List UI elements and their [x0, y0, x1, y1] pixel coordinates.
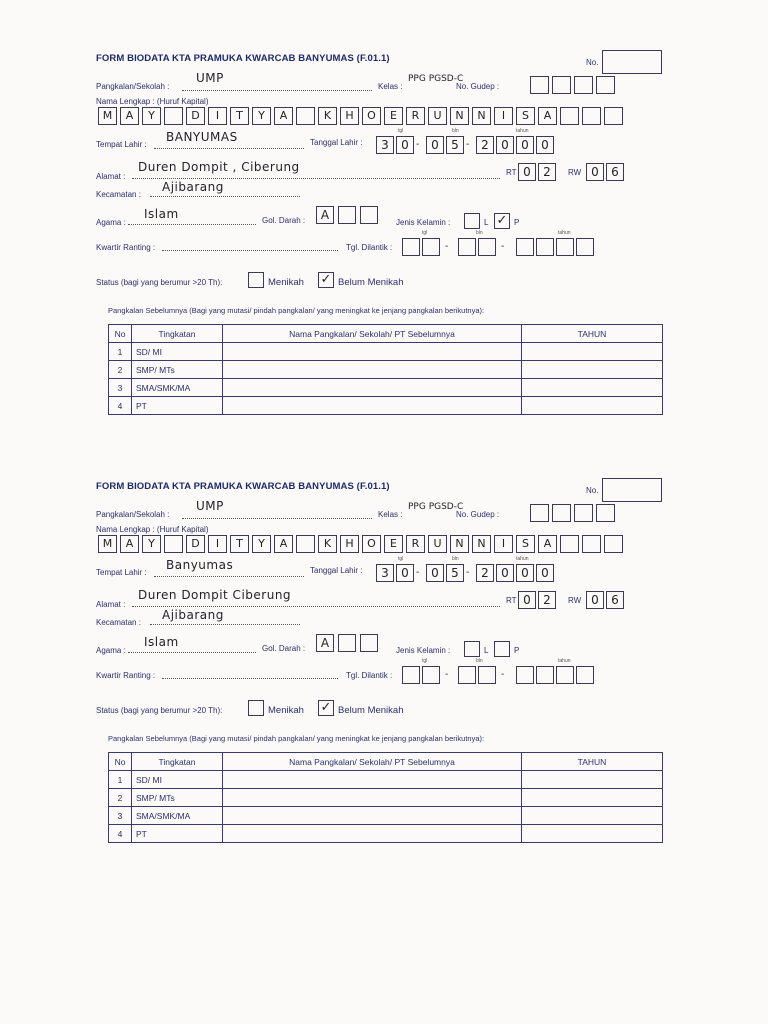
row-year-cell[interactable] [522, 343, 663, 361]
school-value[interactable]: UMP [196, 71, 224, 85]
row-year-cell[interactable] [522, 789, 663, 807]
name-letter-box[interactable]: R [406, 107, 425, 125]
name-letter-box[interactable]: I [208, 535, 227, 553]
inauguration-date-digit-box[interactable] [556, 666, 574, 684]
table-row [109, 361, 663, 379]
birthdate-label: Tanggal Lahir : [310, 566, 363, 575]
row-level: SMA/SMK/MA [132, 807, 223, 825]
name-letter-box[interactable]: N [472, 535, 491, 553]
row-year-cell[interactable] [522, 807, 663, 825]
inauguration-date-digit-box[interactable] [458, 666, 476, 684]
inauguration-date-digit-box[interactable] [536, 238, 554, 256]
month-caption: bln [452, 128, 459, 134]
address-value[interactable]: Duren Dompit Ciberung [138, 588, 292, 602]
inauguration-date-digit-box[interactable] [478, 238, 496, 256]
name-letter-box[interactable]: A [274, 535, 293, 553]
col-header-level: Tingkatan [132, 325, 223, 343]
row-year-cell[interactable] [522, 825, 663, 843]
full-name-label: Nama Lengkap : (Huruf Kapital) [96, 525, 209, 534]
school-label: Pangkalan/Sekolah : [96, 510, 170, 519]
name-letter-box[interactable]: E [384, 535, 403, 553]
birth-date-digit-box[interactable]: 3 [376, 564, 394, 582]
inauguration-date-label: Tgl. Dilantik : [346, 671, 393, 680]
row-school-name-cell[interactable] [223, 771, 522, 789]
name-letter-box[interactable]: K [318, 107, 337, 125]
rw-digit-box[interactable]: 0 [586, 591, 604, 609]
day-caption: tgl [398, 128, 404, 134]
birth-date-digit-box[interactable]: 3 [376, 136, 394, 154]
gender-male-label: L [484, 646, 489, 655]
col-header-year: TAHUN [522, 753, 663, 771]
birth-date-digit-box[interactable]: 2 [476, 136, 494, 154]
month-caption: bln [476, 658, 483, 664]
marital-status-label: Status (bagi yang berumur >20 Th): [96, 706, 223, 715]
date-separator: - [416, 567, 420, 578]
name-letter-box[interactable]: S [516, 107, 535, 125]
name-letter-box[interactable]: Y [142, 535, 161, 553]
col-header-school: Nama Pangkalan/ Sekolah/ PT Sebelumnya [223, 753, 522, 771]
row-year-cell[interactable] [522, 397, 663, 415]
table-row [109, 825, 663, 843]
birth-date-digit-box[interactable]: 0 [516, 136, 534, 154]
table-row [109, 379, 663, 397]
row-level: SMP/ MTs [132, 361, 223, 379]
gudep-box[interactable] [552, 504, 571, 522]
row-number: 2 [109, 789, 132, 807]
name-letter-box[interactable]: A [538, 107, 557, 125]
day-caption: tgl [422, 230, 428, 236]
previous-school-table [108, 324, 663, 415]
name-letter-box[interactable]: D [186, 535, 205, 553]
address-label: Alamat : [96, 600, 126, 609]
inauguration-date-digit-box[interactable] [576, 238, 594, 256]
gender-female-label: P [514, 646, 520, 655]
birthplace-value[interactable]: BANYUMAS [166, 130, 238, 144]
rt-label: RT [506, 168, 517, 177]
gender-label: Jenis Kelamin : [396, 218, 451, 227]
name-letter-box[interactable] [164, 535, 183, 553]
biodata-form [96, 478, 666, 878]
name-letter-box[interactable]: H [340, 535, 359, 553]
table-header-row [109, 325, 663, 343]
birth-date-digit-box[interactable]: 0 [396, 136, 414, 154]
row-school-name-cell[interactable] [223, 807, 522, 825]
unmarried-label: Belum Menikah [338, 705, 404, 716]
name-letter-box[interactable]: T [230, 107, 249, 125]
table-row [109, 789, 663, 807]
row-number: 3 [109, 379, 132, 397]
blood-type-box[interactable]: A [316, 634, 334, 652]
name-letter-box[interactable]: U [428, 535, 447, 553]
gender-label: Jenis Kelamin : [396, 646, 451, 655]
name-letter-box[interactable]: O [362, 107, 381, 125]
rt-digit-box[interactable]: 2 [538, 591, 556, 609]
form-number-box[interactable] [602, 478, 662, 502]
name-letter-box[interactable]: E [384, 107, 403, 125]
inauguration-date-digit-box[interactable] [422, 666, 440, 684]
birth-date-digit-box[interactable]: 0 [396, 564, 414, 582]
name-letter-box[interactable]: A [538, 535, 557, 553]
date-separator: - [466, 567, 470, 578]
day-caption: tgl [398, 556, 404, 562]
number-label: No. [586, 58, 599, 67]
month-caption: bln [476, 230, 483, 236]
gender-female-checkbox[interactable] [494, 641, 510, 657]
blood-type-label: Gol. Darah : [262, 644, 306, 653]
blood-type-label: Gol. Darah : [262, 216, 306, 225]
name-letter-box[interactable]: I [494, 107, 513, 125]
gender-male-label: L [484, 218, 489, 227]
birthplace-label: Tempat Lahir : [96, 140, 147, 149]
col-header-level: Tingkatan [132, 753, 223, 771]
inauguration-date-digit-box[interactable] [556, 238, 574, 256]
birthplace-value[interactable]: Banyumas [166, 558, 234, 572]
row-level: PT [132, 825, 223, 843]
name-letter-box[interactable] [560, 535, 579, 553]
birth-date-digit-box[interactable]: 0 [496, 564, 514, 582]
class-label: Kelas : [378, 510, 403, 519]
district-label: Kecamatan : [96, 618, 141, 627]
row-school-name-cell[interactable] [223, 397, 522, 415]
rt-digit-box[interactable]: 0 [518, 591, 536, 609]
name-letter-box[interactable]: T [230, 535, 249, 553]
row-number: 4 [109, 397, 132, 415]
previous-school-caption: Pangkalan Sebelumnya (Bagi yang mutasi/ pindah pangkalan/ yang meningkat ke jenjang pangkalan berikutnya): [108, 306, 485, 315]
inauguration-date-digit-box[interactable] [402, 238, 420, 256]
name-letter-box[interactable]: S [516, 535, 535, 553]
religion-label: Agama : [96, 646, 126, 655]
row-school-name-cell[interactable] [223, 343, 522, 361]
row-number: 3 [109, 807, 132, 825]
table-row [109, 397, 663, 415]
biodata-form [96, 50, 666, 450]
row-school-name-cell[interactable] [223, 825, 522, 843]
previous-school-caption: Pangkalan Sebelumnya (Bagi yang mutasi/ pindah pangkalan/ yang meningkat ke jenjang pangkalan berikutnya): [108, 734, 485, 743]
year-caption: tahun [558, 658, 571, 664]
married-label: Menikah [268, 277, 304, 288]
district-label: Kecamatan : [96, 190, 141, 199]
number-label: No. [586, 486, 599, 495]
name-letter-box[interactable]: U [428, 107, 447, 125]
married-checkbox[interactable] [248, 272, 264, 288]
col-header-no: No [109, 753, 132, 771]
rw-digit-box[interactable]: 0 [586, 163, 604, 181]
gudep-box[interactable] [574, 504, 593, 522]
blood-type-box[interactable]: A [316, 206, 334, 224]
form-title: FORM BIODATA KTA PRAMUKA KWARCAB BANYUMAS (F.01.1) [96, 481, 390, 492]
rw-digit-box[interactable]: 6 [606, 591, 624, 609]
table-row [109, 771, 663, 789]
class-label: Kelas : [378, 82, 403, 91]
address-label: Alamat : [96, 172, 126, 181]
gudep-box[interactable] [552, 76, 571, 94]
rt-label: RT [506, 596, 517, 605]
row-school-name-cell[interactable] [223, 361, 522, 379]
religion-label: Agama : [96, 218, 126, 227]
row-level: SD/ MI [132, 343, 223, 361]
blood-type-box[interactable] [360, 206, 378, 224]
name-letter-box[interactable] [296, 107, 315, 125]
birth-date-digit-box[interactable]: 0 [496, 136, 514, 154]
row-level: SD/ MI [132, 771, 223, 789]
birth-date-digit-box[interactable]: 0 [426, 136, 444, 154]
col-header-year: TAHUN [522, 325, 663, 343]
gender-male-checkbox[interactable] [464, 213, 480, 229]
district-value[interactable]: Ajibarang [162, 180, 224, 194]
name-letter-box[interactable]: K [318, 535, 337, 553]
name-letter-box[interactable]: N [450, 535, 469, 553]
day-caption: tgl [422, 658, 428, 664]
name-letter-box[interactable]: R [406, 535, 425, 553]
date-separator: - [445, 669, 449, 680]
table-row [109, 807, 663, 825]
name-letter-box[interactable] [604, 535, 623, 553]
birth-date-digit-box[interactable]: 5 [446, 564, 464, 582]
table-header-row [109, 753, 663, 771]
birth-date-digit-box[interactable]: 0 [536, 136, 554, 154]
year-caption: tahun [516, 128, 529, 134]
inauguration-date-digit-box[interactable] [516, 666, 534, 684]
col-header-school: Nama Pangkalan/ Sekolah/ PT Sebelumnya [223, 325, 522, 343]
row-number: 1 [109, 771, 132, 789]
name-letter-box[interactable]: Y [252, 107, 271, 125]
month-caption: bln [452, 556, 459, 562]
name-letter-box[interactable]: Y [252, 535, 271, 553]
birthplace-label: Tempat Lahir : [96, 568, 147, 577]
name-letter-box[interactable]: I [208, 107, 227, 125]
birth-date-digit-box[interactable]: 0 [426, 564, 444, 582]
row-number: 4 [109, 825, 132, 843]
rw-digit-box[interactable]: 6 [606, 163, 624, 181]
class-value[interactable]: PPG PGSD-C [408, 502, 464, 512]
birth-date-digit-box[interactable]: 0 [516, 564, 534, 582]
date-separator: - [466, 139, 470, 150]
rw-label: RW [568, 168, 582, 177]
name-letter-box[interactable]: O [362, 535, 381, 553]
inauguration-date-digit-box[interactable] [478, 666, 496, 684]
year-caption: tahun [516, 556, 529, 562]
year-caption: tahun [558, 230, 571, 236]
name-letter-box[interactable] [582, 107, 601, 125]
table-row [109, 343, 663, 361]
name-letter-box[interactable]: N [472, 107, 491, 125]
date-separator: - [501, 669, 505, 680]
gender-female-label: P [514, 218, 520, 227]
inauguration-date-digit-box[interactable] [516, 238, 534, 256]
date-separator: - [445, 241, 449, 252]
rw-label: RW [568, 596, 582, 605]
gudep-box[interactable] [596, 76, 615, 94]
school-label: Pangkalan/Sekolah : [96, 82, 170, 91]
row-school-name-cell[interactable] [223, 789, 522, 807]
row-number: 1 [109, 343, 132, 361]
gudep-box[interactable] [530, 76, 549, 94]
gender-male-checkbox[interactable] [464, 641, 480, 657]
row-year-cell[interactable] [522, 771, 663, 789]
name-letter-box[interactable]: H [340, 107, 359, 125]
previous-school-table [108, 752, 663, 843]
marital-status-label: Status (bagi yang berumur >20 Th): [96, 278, 223, 287]
rt-digit-box[interactable]: 2 [538, 163, 556, 181]
inauguration-date-digit-box[interactable] [576, 666, 594, 684]
name-letter-box[interactable]: A [120, 107, 139, 125]
row-level: SMA/SMK/MA [132, 379, 223, 397]
name-letter-box[interactable]: M [98, 535, 117, 553]
unmarried-checkbox[interactable]: ✓ [318, 700, 334, 716]
inauguration-date-digit-box[interactable] [402, 666, 420, 684]
full-name-boxes [98, 107, 638, 127]
row-school-name-cell[interactable] [223, 379, 522, 397]
branch-label: Kwartir Ranting : [96, 671, 156, 680]
name-letter-box[interactable]: D [186, 107, 205, 125]
name-letter-box[interactable]: Y [142, 107, 161, 125]
name-letter-box[interactable]: M [98, 107, 117, 125]
form-number-box[interactable] [602, 50, 662, 74]
class-value[interactable]: PPG PGSD-C [408, 74, 464, 84]
unmarried-label: Belum Menikah [338, 277, 404, 288]
row-number: 2 [109, 361, 132, 379]
address-value[interactable]: Duren Dompit , Ciberung [138, 160, 300, 174]
gudep-box[interactable] [574, 76, 593, 94]
name-letter-box[interactable] [296, 535, 315, 553]
col-header-no: No [109, 325, 132, 343]
unmarried-checkbox[interactable]: ✓ [318, 272, 334, 288]
name-letter-box[interactable] [582, 535, 601, 553]
school-value[interactable]: UMP [196, 499, 224, 513]
name-letter-box[interactable] [560, 107, 579, 125]
birth-date-digit-box[interactable]: 2 [476, 564, 494, 582]
birth-date-digit-box[interactable]: 0 [536, 564, 554, 582]
inauguration-date-digit-box[interactable] [458, 238, 476, 256]
row-year-cell[interactable] [522, 379, 663, 397]
branch-label: Kwartir Ranting : [96, 243, 156, 252]
blood-type-box[interactable] [338, 206, 356, 224]
married-checkbox[interactable] [248, 700, 264, 716]
gudep-label: No. Gudep : [456, 82, 500, 91]
inauguration-date-digit-box[interactable] [536, 666, 554, 684]
gudep-box[interactable] [530, 504, 549, 522]
gudep-box[interactable] [596, 504, 615, 522]
row-level: SMP/ MTs [132, 789, 223, 807]
married-label: Menikah [268, 705, 304, 716]
name-letter-box[interactable]: A [120, 535, 139, 553]
birthdate-label: Tanggal Lahir : [310, 138, 363, 147]
form-title: FORM BIODATA KTA PRAMUKA KWARCAB BANYUMAS (F.01.1) [96, 53, 390, 64]
row-year-cell[interactable] [522, 361, 663, 379]
blood-type-box[interactable] [360, 634, 378, 652]
name-letter-box[interactable] [604, 107, 623, 125]
name-letter-box[interactable]: N [450, 107, 469, 125]
rt-digit-box[interactable]: 0 [518, 163, 536, 181]
birth-date-digit-box[interactable]: 5 [446, 136, 464, 154]
full-name-boxes [98, 535, 638, 555]
blood-type-box[interactable] [338, 634, 356, 652]
inauguration-date-label: Tgl. Dilantik : [346, 243, 393, 252]
row-level: PT [132, 397, 223, 415]
gender-female-checkbox[interactable]: ✓ [494, 213, 510, 229]
religion-value[interactable]: Islam [144, 207, 179, 221]
district-value[interactable]: Ajibarang [162, 608, 224, 622]
date-separator: - [416, 139, 420, 150]
name-letter-box[interactable]: I [494, 535, 513, 553]
date-separator: - [501, 241, 505, 252]
inauguration-date-digit-box[interactable] [422, 238, 440, 256]
name-letter-box[interactable] [164, 107, 183, 125]
religion-value[interactable]: Islam [144, 635, 179, 649]
name-letter-box[interactable]: A [274, 107, 293, 125]
gudep-label: No. Gudep : [456, 510, 500, 519]
full-name-label: Nama Lengkap : (Huruf Kapital) [96, 97, 209, 106]
